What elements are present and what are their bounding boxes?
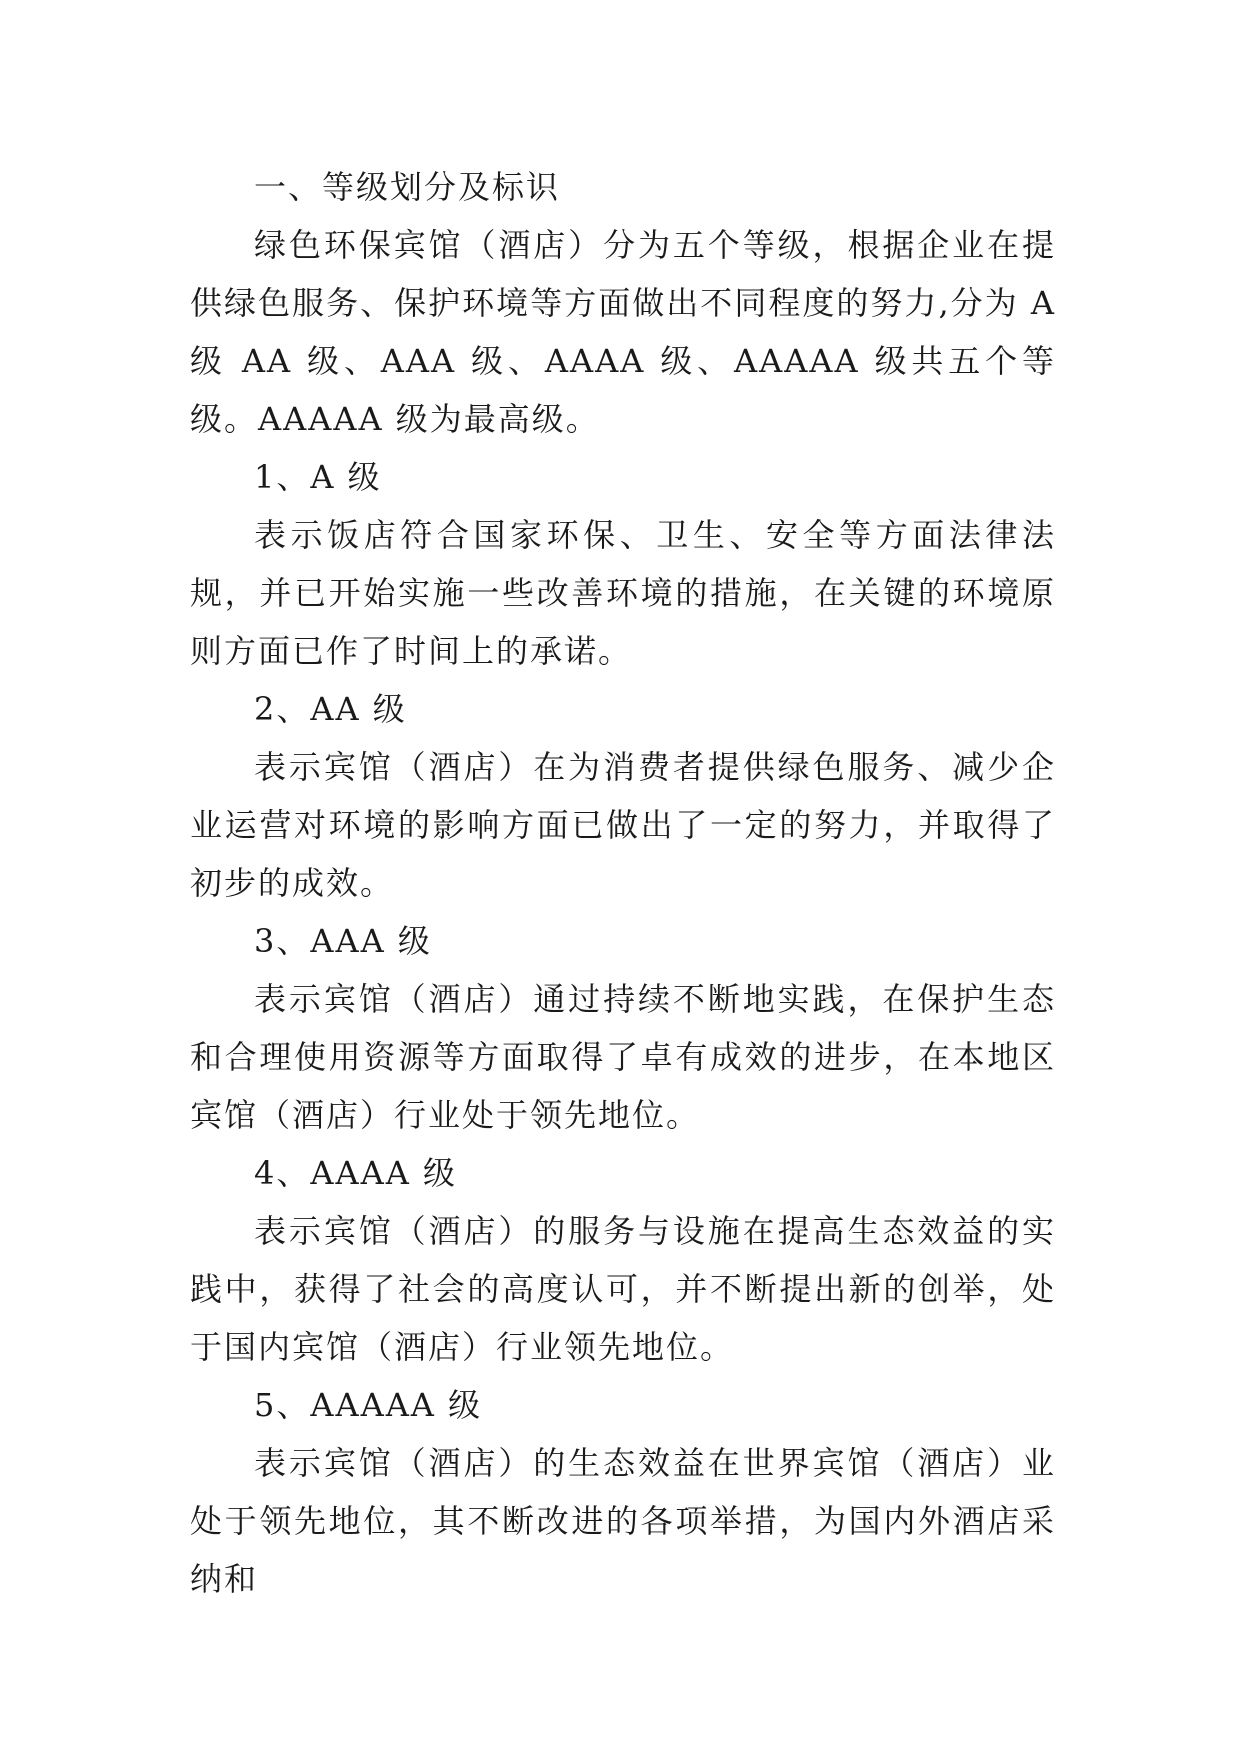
intro-paragraph: 绿色环保宾馆（酒店）分为五个等级，根据企业在提供绿色服务、保护环境等方面做出不同程度的努力,分为 A 级 AA 级、AAA 级、AAAA 级、AAAAA 级共五个等级。AAAAA 级为最高级。 [190, 226, 1056, 438]
section-heading: 一、等级划分及标识 [254, 168, 561, 206]
level-title-aa: 2、AA 级 [254, 690, 407, 728]
level-title-aaa: 3、AAA 级 [254, 922, 432, 960]
level-body-a: 表示饭店符合国家环保、卫生、安全等方面法律法规，并已开始实施一些改善环境的措施，在关键的环境原则方面已作了时间上的承诺。 [190, 516, 1056, 670]
level-body-aaaa: 表示宾馆（酒店）的服务与设施在提高生态效益的实践中，获得了社会的高度认可，并不断提出新的创举，处于国内宾馆（酒店）行业领先地位。 [190, 1212, 1056, 1366]
level-title-aaaaa: 5、AAAAA 级 [254, 1386, 483, 1424]
level-body-aa: 表示宾馆（酒店）在为消费者提供绿色服务、减少企业运营对环境的影响方面已做出了一定的努力，并取得了初步的成效。 [190, 748, 1056, 902]
document-body [190, 158, 1056, 1608]
level-title-aaaa: 4、AAAA 级 [254, 1154, 457, 1192]
level-body-aaa: 表示宾馆（酒店）通过持续不断地实践，在保护生态和合理使用资源等方面取得了卓有成效的进步，在本地区宾馆（酒店）行业处于领先地位。 [190, 980, 1056, 1134]
level-title-a: 1、A 级 [254, 458, 382, 496]
level-body-aaaaa: 表示宾馆（酒店）的生态效益在世界宾馆（酒店）业处于领先地位，其不断改进的各项举措，为国内外酒店采纳和 [190, 1444, 1056, 1598]
